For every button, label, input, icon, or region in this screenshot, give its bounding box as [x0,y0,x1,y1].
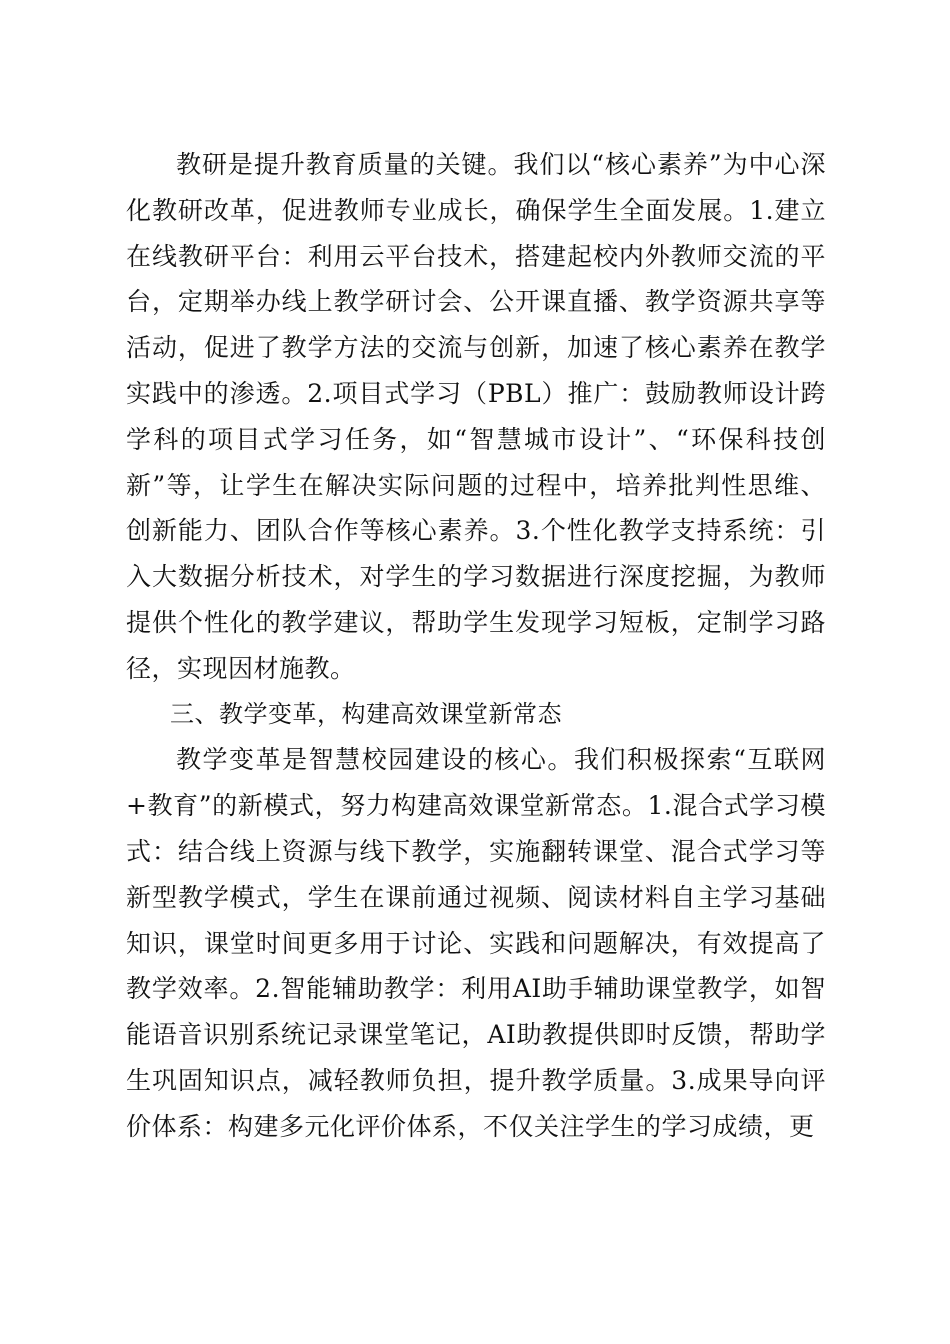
section-heading-teaching-reform: 三、教学变革，构建高效课堂新常态 [170,699,562,728]
paragraph-teaching-research: 教研是提升教育质量的关键。我们以“核心素养”为中心深化教研改革，促进教师专业成长，确保学生全面发展。1.建立在线教研平台：利用云平台技术，搭建起校内外教师交流的平台，定期举办线上教学研讨会、公开课直播、教学资源共享等活动，促进了教学方法的交流与创新，加速了核心素养在教学实践中的渗透。2.项目式学习（PBL）推广：鼓励教师设计跨学科的项目式学习任务，如“智慧城市设计”、“环保科技创新”等，让学生在解决实际问题的过程中，培养批判性思维、创新能力、团队合作等核心素养。3.个性化教学支持系统：引入大数据分析技术，对学生的学习数据进行深度挖掘，为教师提供个性化的教学建议，帮助学生发现学习短板，定制学习路径，实现因材施教。 [126,150,826,683]
paragraph-teaching-reform: 教学变革是智慧校园建设的核心。我们积极探索“互联网+教育”的新模式，努力构建高效课堂新常态。1.混合式学习模式：结合线上资源与线下教学，实施翻转课堂、混合式学习等新型教学模式，学生在课前通过视频、阅读材料自主学习基础知识，课堂时间更多用于讨论、实践和问题解决，有效提高了教学效率。2.智能辅助教学：利用AI助手辅助课堂教学，如智能语音识别系统记录课堂笔记，AI助教提供即时反馈，帮助学生巩固知识点，减轻教师负担，提升教学质量。3.成果导向评价体系：构建多元化评价体系，不仅关注学生的学习成绩，更 [126,745,826,1141]
document-body [126,142,826,1150]
